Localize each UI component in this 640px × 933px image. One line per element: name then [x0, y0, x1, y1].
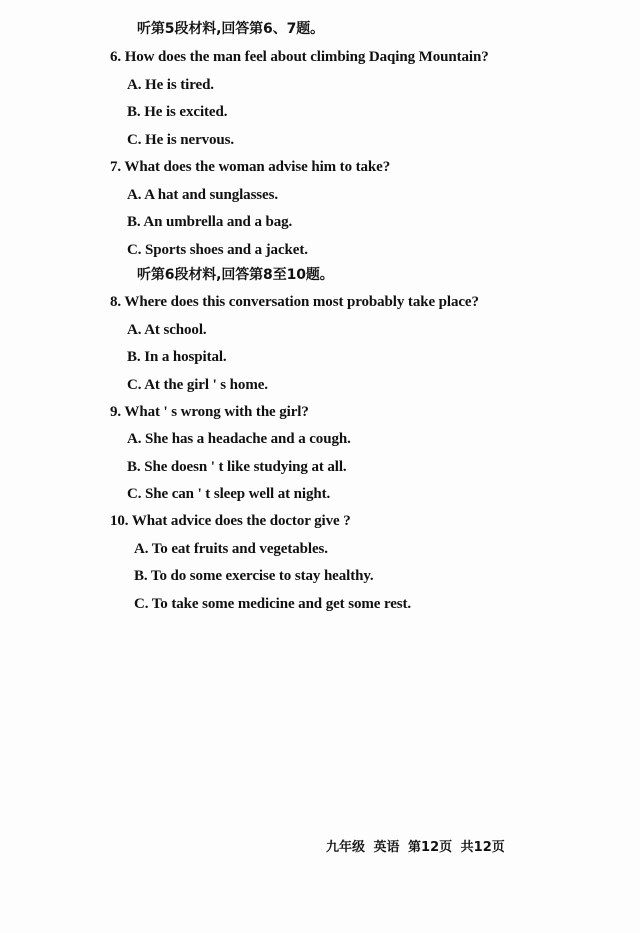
- question-6-option-a: A. He is tired.: [127, 77, 214, 93]
- question-10-option-c: C. To take some medicine and get some rest.: [134, 596, 412, 612]
- section-5-instruction: 听第5段材料,回答第6、7题。: [137, 21, 325, 37]
- page-footer: 九年级 英语 第12页 共12页: [326, 840, 505, 855]
- question-10-option-b: B. To do some exercise to stay healthy.: [134, 568, 374, 584]
- question-9-option-c: C. She can ' t sleep well at night.: [127, 486, 331, 502]
- question-7-option-a: A. A hat and sunglasses.: [127, 187, 278, 203]
- question-7-stem: 7. What does the woman advise him to take?: [110, 159, 391, 175]
- question-8-option-c: C. At the girl ' s home.: [127, 377, 268, 393]
- question-6-option-c: C. He is nervous.: [127, 132, 235, 148]
- question-7-option-b: B. An umbrella and a bag.: [127, 214, 293, 230]
- question-8-option-a: A. At school.: [127, 322, 207, 338]
- question-7-option-c: C. Sports shoes and a jacket.: [127, 242, 308, 258]
- question-10-stem: 10. What advice does the doctor give ?: [110, 513, 351, 529]
- question-9-option-a: A. She has a headache and a cough.: [127, 431, 351, 447]
- question-9-stem: 9. What ' s wrong with the girl?: [110, 404, 309, 420]
- question-9-option-b: B. She doesn ' t like studying at all.: [127, 459, 347, 475]
- question-8-option-b: B. In a hospital.: [127, 349, 227, 365]
- question-6-stem: 6. How does the man feel about climbing Daqing Mountain?: [110, 49, 489, 65]
- section-6-instruction: 听第6段材料,回答第8至10题。: [137, 267, 334, 283]
- question-6-option-b: B. He is excited.: [127, 104, 228, 120]
- question-8-stem: 8. Where does this conversation most probably take place?: [110, 294, 479, 310]
- question-10-option-a: A. To eat fruits and vegetables.: [134, 541, 328, 557]
